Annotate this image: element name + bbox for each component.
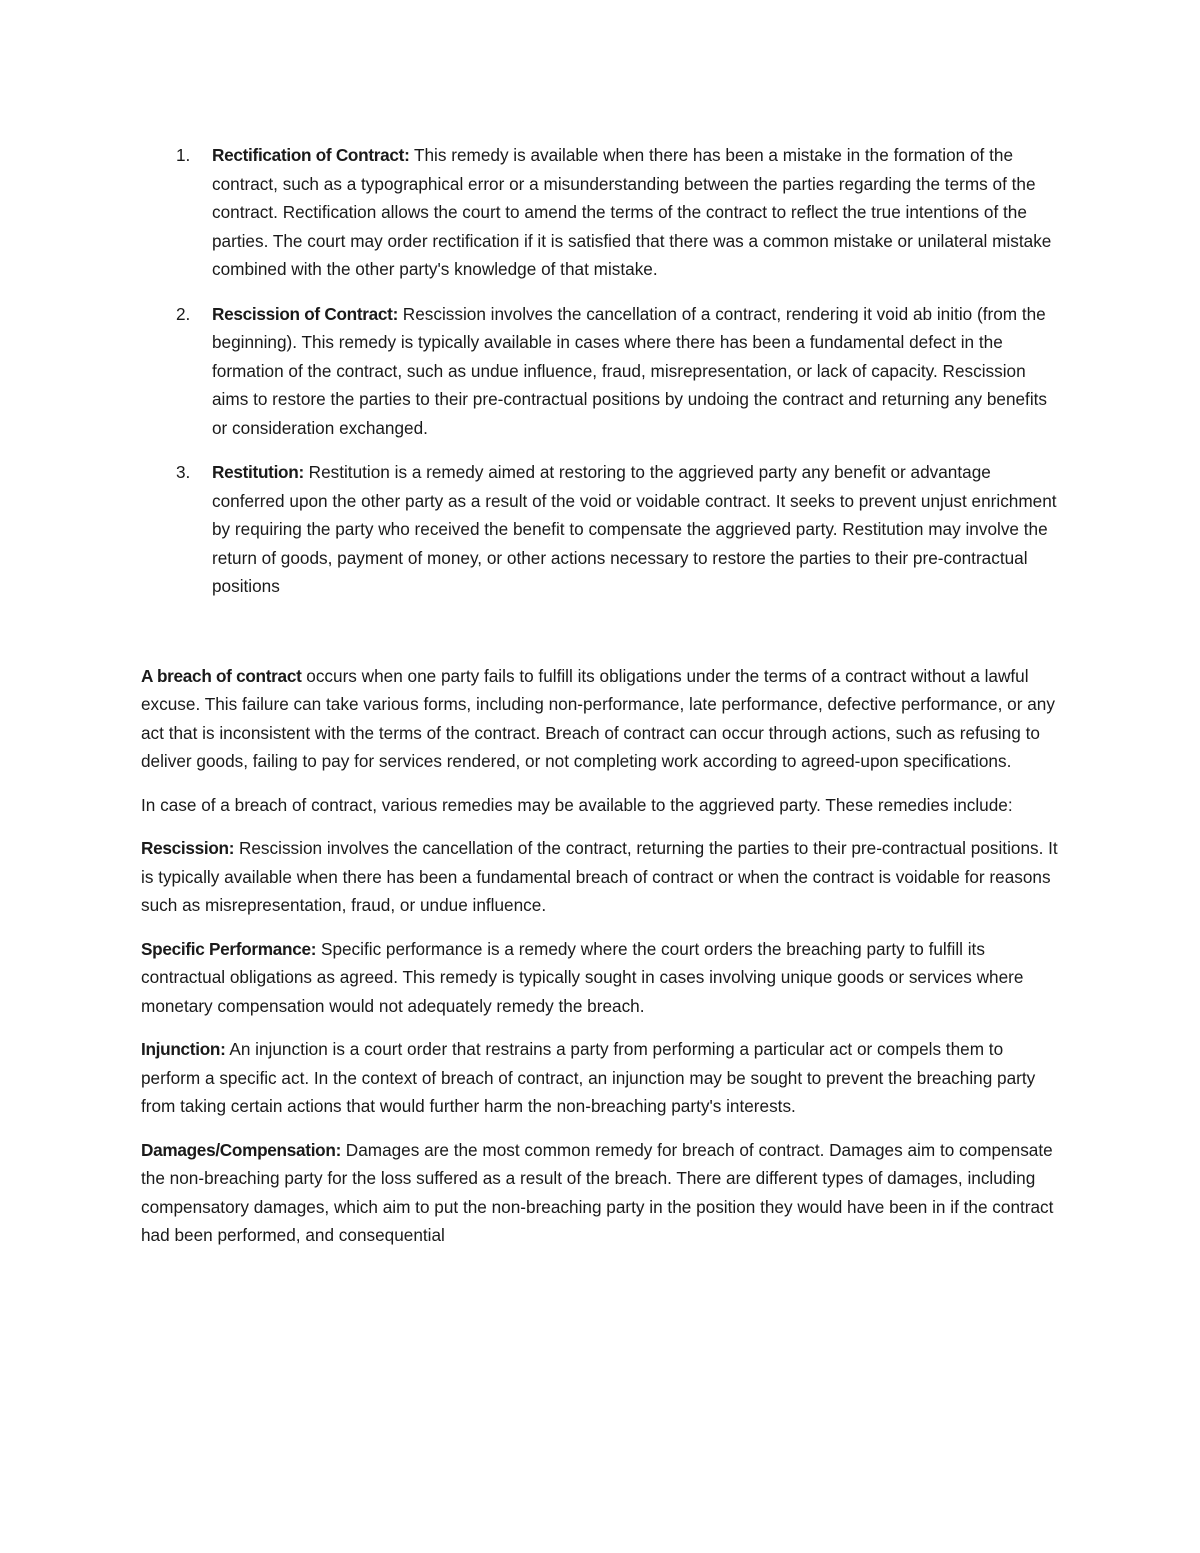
list-number: 3. [176, 462, 191, 482]
list-item-term: Rectification of Contract: [212, 145, 410, 165]
remedy-paragraph [141, 1035, 1066, 1121]
numbered-remedy-list [141, 141, 1066, 601]
list-item [141, 300, 1066, 443]
remedy-term: Damages/Compensation: [141, 1139, 341, 1160]
breach-term: A breach of contract [141, 665, 302, 686]
list-item-term: Restitution: [212, 462, 304, 482]
remedy-text: Specific performance is a remedy where the court orders the breaching party to fulfill its contractual obligations as agreed. This remedy is typically sought in cases involving unique goods or services where monetary compensation would not adequately remedy the breach. [141, 938, 1024, 1016]
remedy-term: Injunction: [141, 1039, 226, 1059]
breach-text: occurs when one party fails to fulfill its obligations under the terms of a contract without a lawful excuse. This failure can take various forms, including non-performance, late performance, defective performance, or any act that is inconsistent with the terms of the contract. Breach of contract can occur through actions, such as refusing to deliver goods, failing to pay for services rendered, or not completing work according to agreed-upon specifications. [141, 665, 1055, 771]
remedy-paragraph [141, 1136, 1066, 1250]
section-gap [141, 617, 1066, 662]
list-item-term: Rescission of Contract: [212, 303, 399, 324]
remedies-intro: In case of a breach of contract, various remedies may be available to the aggrieved party. These remedies include: [141, 794, 1013, 815]
remedy-paragraph [141, 834, 1066, 920]
list-item-text: Restitution is a remedy aimed at restoring to the aggrieved party any benefit or advantage conferred upon the other party as a result of the void or voidable contract. It seeks to prevent unjust enrichment by requiring the party who received the benefit to compensate the aggrieved party. Restitution may involve the return of goods, payment of money, or other actions necessary to restore the parties to their pre-contractual positions [212, 462, 1057, 596]
breach-paragraph [141, 662, 1066, 776]
list-item-text: This remedy is available when there has been a mistake in the formation of the contract, such as a typographical error or a misunderstanding between the parties regarding the terms of the contract. Rectification allows the court to amend the terms of the contract to reflect the true intentions of the parties. The court may order rectification if it is satisfied that there was a common mistake or unilateral mistake combined with the other party's knowledge of that mistake. [212, 145, 1052, 279]
list-number: 2. [176, 303, 191, 324]
remedy-text: Damages are the most common remedy for breach of contract. Damages aim to compensate the non-breaching party for the loss suffered as a result of the breach. There are different types of damages, including compensatory damages, which aim to put the non-breaching party in the position they would have been in if the contract had been performed, and consequential [141, 1139, 1054, 1245]
list-item [141, 141, 1066, 284]
remedy-term: Specific Performance: [141, 938, 317, 959]
list-item [141, 458, 1066, 601]
remedy-term: Rescission: [141, 838, 235, 858]
list-number: 1. [176, 145, 191, 165]
remedy-text: Rescission involves the cancellation of the contract, returning the parties to their pre-contractual positions. It is typically available when there has been a fundamental breach of contract or when the contract is voidable for reasons such as misrepresentation, fraud, or undue influence. [141, 838, 1058, 915]
document-body [141, 141, 1066, 1265]
remedy-text: An injunction is a court order that restrains a party from performing a particular act or compels them to perform a specific act. In the context of breach of contract, an injunction may be sought to prevent the breaching party from taking certain actions that would further harm the non-breaching party's interests. [141, 1039, 1036, 1116]
remedy-paragraph [141, 935, 1066, 1021]
list-item-text: Rescission involves the cancellation of a contract, rendering it void ab initio (from the beginning). This remedy is typically available in cases where there has been a fundamental defect in the formation of the contract, such as undue influence, fraud, misrepresentation, or lack of capacity. Rescission aims to restore the parties to their pre-contractual positions by undoing the contract and returning any benefits or consideration exchanged. [212, 303, 1048, 438]
